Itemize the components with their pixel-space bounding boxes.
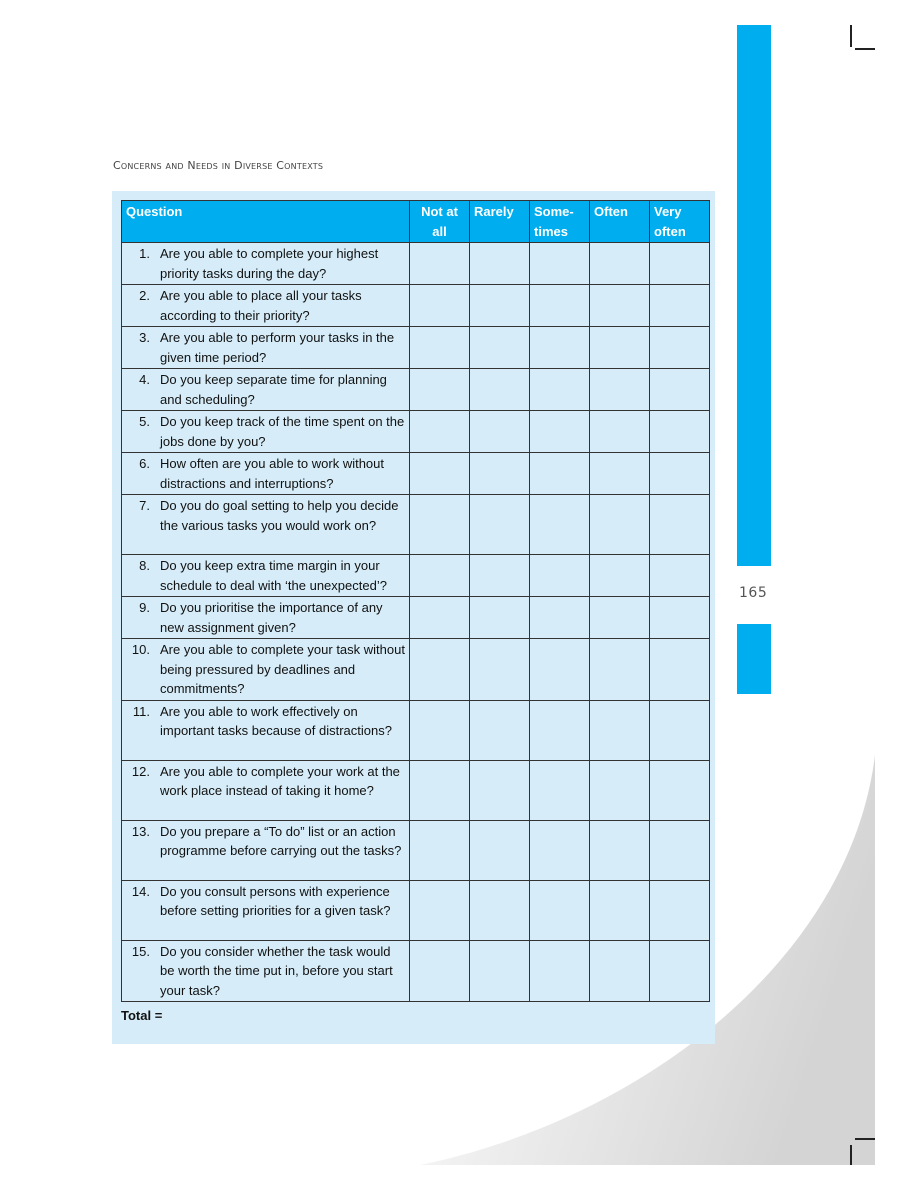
crop-mark — [855, 48, 875, 50]
question-number: 15. — [131, 943, 150, 959]
column-header: Rarely — [470, 201, 530, 243]
response-cell[interactable] — [650, 760, 710, 820]
response-cell[interactable] — [530, 285, 590, 327]
question-number: 8. — [139, 558, 150, 573]
question-number: 3. — [139, 330, 150, 345]
table-row — [122, 243, 710, 285]
response-cell[interactable] — [650, 639, 710, 701]
question-number: 10. — [131, 642, 150, 657]
table-row — [122, 327, 710, 369]
response-cell[interactable] — [650, 453, 710, 495]
table-row — [122, 940, 710, 1002]
question-cell — [122, 495, 410, 555]
response-cell[interactable] — [530, 243, 590, 285]
question-text: Are you able to perform your tasks in the given time period? — [160, 330, 395, 365]
response-cell[interactable] — [590, 411, 650, 453]
table-row — [122, 495, 710, 555]
table-row — [122, 639, 710, 701]
table-row — [122, 411, 710, 453]
response-cell[interactable] — [650, 495, 710, 555]
question-number: 7. — [139, 498, 150, 513]
question-cell — [122, 597, 410, 639]
response-cell[interactable] — [650, 820, 710, 880]
question-number: 2. — [139, 288, 150, 303]
total-label: Total = — [121, 1008, 163, 1023]
response-cell[interactable] — [650, 555, 710, 597]
table-row — [122, 597, 710, 639]
question-text: Do you prepare a “To do” list or an action programme before carrying out the tasks? — [160, 823, 402, 858]
response-cell[interactable] — [470, 243, 530, 285]
response-cell[interactable] — [590, 243, 650, 285]
question-number: 6. — [139, 456, 150, 471]
response-cell[interactable] — [530, 597, 590, 639]
question-text: Are you able to complete your highest priority tasks during the day? — [160, 246, 379, 281]
question-number: 5. — [139, 414, 150, 429]
response-cell[interactable] — [590, 940, 650, 1002]
response-cell[interactable] — [650, 411, 710, 453]
running-header: Concerns and Needs in Diverse Contexts — [113, 159, 324, 172]
response-cell[interactable] — [410, 700, 470, 760]
response-cell[interactable] — [530, 940, 590, 1002]
response-cell[interactable] — [470, 820, 530, 880]
crop-mark — [855, 1138, 875, 1140]
question-text: Are you able to work effectively on important tasks because of distractions? — [160, 703, 392, 738]
response-cell[interactable] — [470, 327, 530, 369]
response-cell[interactable] — [470, 285, 530, 327]
response-cell[interactable] — [650, 369, 710, 411]
response-cell[interactable] — [530, 495, 590, 555]
accent-bar-bottom — [737, 624, 771, 694]
question-cell — [122, 453, 410, 495]
response-cell[interactable] — [530, 820, 590, 880]
response-cell[interactable] — [410, 453, 470, 495]
response-cell[interactable] — [470, 411, 530, 453]
table-row — [122, 453, 710, 495]
question-cell — [122, 369, 410, 411]
accent-bar-top — [737, 25, 771, 566]
question-text: Do you consider whether the task would be worth the time put in, before you start your task? — [160, 943, 393, 998]
table-header-row — [122, 201, 710, 243]
response-cell[interactable] — [410, 411, 470, 453]
question-text: Are you able to complete your task without being pressured by deadlines and commitments? — [160, 642, 405, 696]
question-cell — [122, 411, 410, 453]
question-cell — [122, 820, 410, 880]
response-cell[interactable] — [410, 369, 470, 411]
page-number: 165 — [739, 585, 768, 601]
response-cell[interactable] — [530, 700, 590, 760]
crop-mark — [850, 1145, 852, 1165]
question-text: Are you able to complete your work at the work place instead of taking it home? — [160, 763, 400, 798]
response-cell[interactable] — [410, 940, 470, 1002]
response-cell[interactable] — [410, 820, 470, 880]
question-text: Do you keep track of the time spent on the jobs done by you? — [160, 414, 405, 449]
table-row — [122, 700, 710, 760]
crop-mark — [850, 25, 852, 47]
question-text: How often are you able to work without distractions and interruptions? — [160, 456, 385, 491]
response-cell[interactable] — [590, 760, 650, 820]
response-cell[interactable] — [650, 243, 710, 285]
response-cell[interactable] — [470, 495, 530, 555]
column-header: Question — [122, 201, 410, 243]
response-cell[interactable] — [470, 760, 530, 820]
question-number: 11. — [132, 703, 150, 719]
question-number: 14. — [131, 883, 150, 899]
response-cell[interactable] — [410, 597, 470, 639]
response-cell[interactable] — [590, 327, 650, 369]
response-cell[interactable] — [470, 369, 530, 411]
question-cell — [122, 760, 410, 820]
question-cell — [122, 700, 410, 760]
column-header: Not at all — [410, 201, 470, 243]
question-text: Do you do goal setting to help you decide the various tasks you would work on? — [160, 498, 399, 533]
response-cell[interactable] — [530, 453, 590, 495]
response-cell[interactable] — [650, 940, 710, 1002]
question-text: Do you keep separate time for planning and scheduling? — [160, 372, 387, 407]
response-cell[interactable] — [590, 285, 650, 327]
questionnaire-table — [121, 200, 710, 1002]
response-cell[interactable] — [530, 327, 590, 369]
response-cell[interactable] — [470, 700, 530, 760]
response-cell[interactable] — [470, 453, 530, 495]
question-number: 4. — [139, 372, 150, 387]
table-row — [122, 820, 710, 880]
column-header: Some- times — [530, 201, 590, 243]
question-text: Do you consult persons with experience before setting priorities for a given task? — [160, 883, 391, 918]
table-row — [122, 880, 710, 940]
table-row — [122, 285, 710, 327]
response-cell[interactable] — [650, 597, 710, 639]
question-cell — [122, 327, 410, 369]
response-cell[interactable] — [590, 495, 650, 555]
question-cell — [122, 880, 410, 940]
response-cell[interactable] — [470, 880, 530, 940]
question-text: Do you keep extra time margin in your schedule to deal with ‘the unexpected’? — [160, 558, 387, 593]
question-cell — [122, 243, 410, 285]
response-cell[interactable] — [410, 555, 470, 597]
response-cell[interactable] — [530, 760, 590, 820]
response-cell[interactable] — [410, 760, 470, 820]
response-cell[interactable] — [410, 243, 470, 285]
questionnaire-panel — [112, 191, 715, 1044]
response-cell[interactable] — [410, 639, 470, 701]
response-cell[interactable] — [410, 285, 470, 327]
response-cell[interactable] — [650, 285, 710, 327]
response-cell[interactable] — [650, 880, 710, 940]
question-text: Do you prioritise the importance of any new assignment given? — [160, 600, 383, 635]
column-header: Often — [590, 201, 650, 243]
response-cell[interactable] — [470, 940, 530, 1002]
response-cell[interactable] — [530, 369, 590, 411]
question-cell — [122, 555, 410, 597]
response-cell[interactable] — [410, 880, 470, 940]
question-number: 9. — [139, 600, 150, 615]
response-cell[interactable] — [530, 555, 590, 597]
table-row — [122, 369, 710, 411]
question-number: 12. — [131, 763, 150, 779]
response-cell[interactable] — [590, 369, 650, 411]
question-text: Are you able to place all your tasks according to their priority? — [160, 288, 362, 323]
response-cell[interactable] — [590, 880, 650, 940]
response-cell[interactable] — [530, 411, 590, 453]
response-cell[interactable] — [590, 820, 650, 880]
response-cell[interactable] — [650, 700, 710, 760]
response-cell[interactable] — [650, 327, 710, 369]
response-cell[interactable] — [590, 453, 650, 495]
question-number: 13. — [131, 823, 150, 839]
response-cell[interactable] — [590, 555, 650, 597]
question-number: 1. — [139, 246, 150, 261]
response-cell[interactable] — [590, 639, 650, 701]
response-cell[interactable] — [530, 639, 590, 701]
column-header: Very often — [650, 201, 710, 243]
response-cell[interactable] — [470, 639, 530, 701]
response-cell[interactable] — [470, 555, 530, 597]
question-cell — [122, 285, 410, 327]
response-cell[interactable] — [590, 700, 650, 760]
table-row — [122, 760, 710, 820]
response-cell[interactable] — [470, 597, 530, 639]
table-row — [122, 555, 710, 597]
question-cell — [122, 639, 410, 701]
question-cell — [122, 940, 410, 1002]
response-cell[interactable] — [530, 880, 590, 940]
response-cell[interactable] — [590, 597, 650, 639]
response-cell[interactable] — [410, 327, 470, 369]
response-cell[interactable] — [410, 495, 470, 555]
